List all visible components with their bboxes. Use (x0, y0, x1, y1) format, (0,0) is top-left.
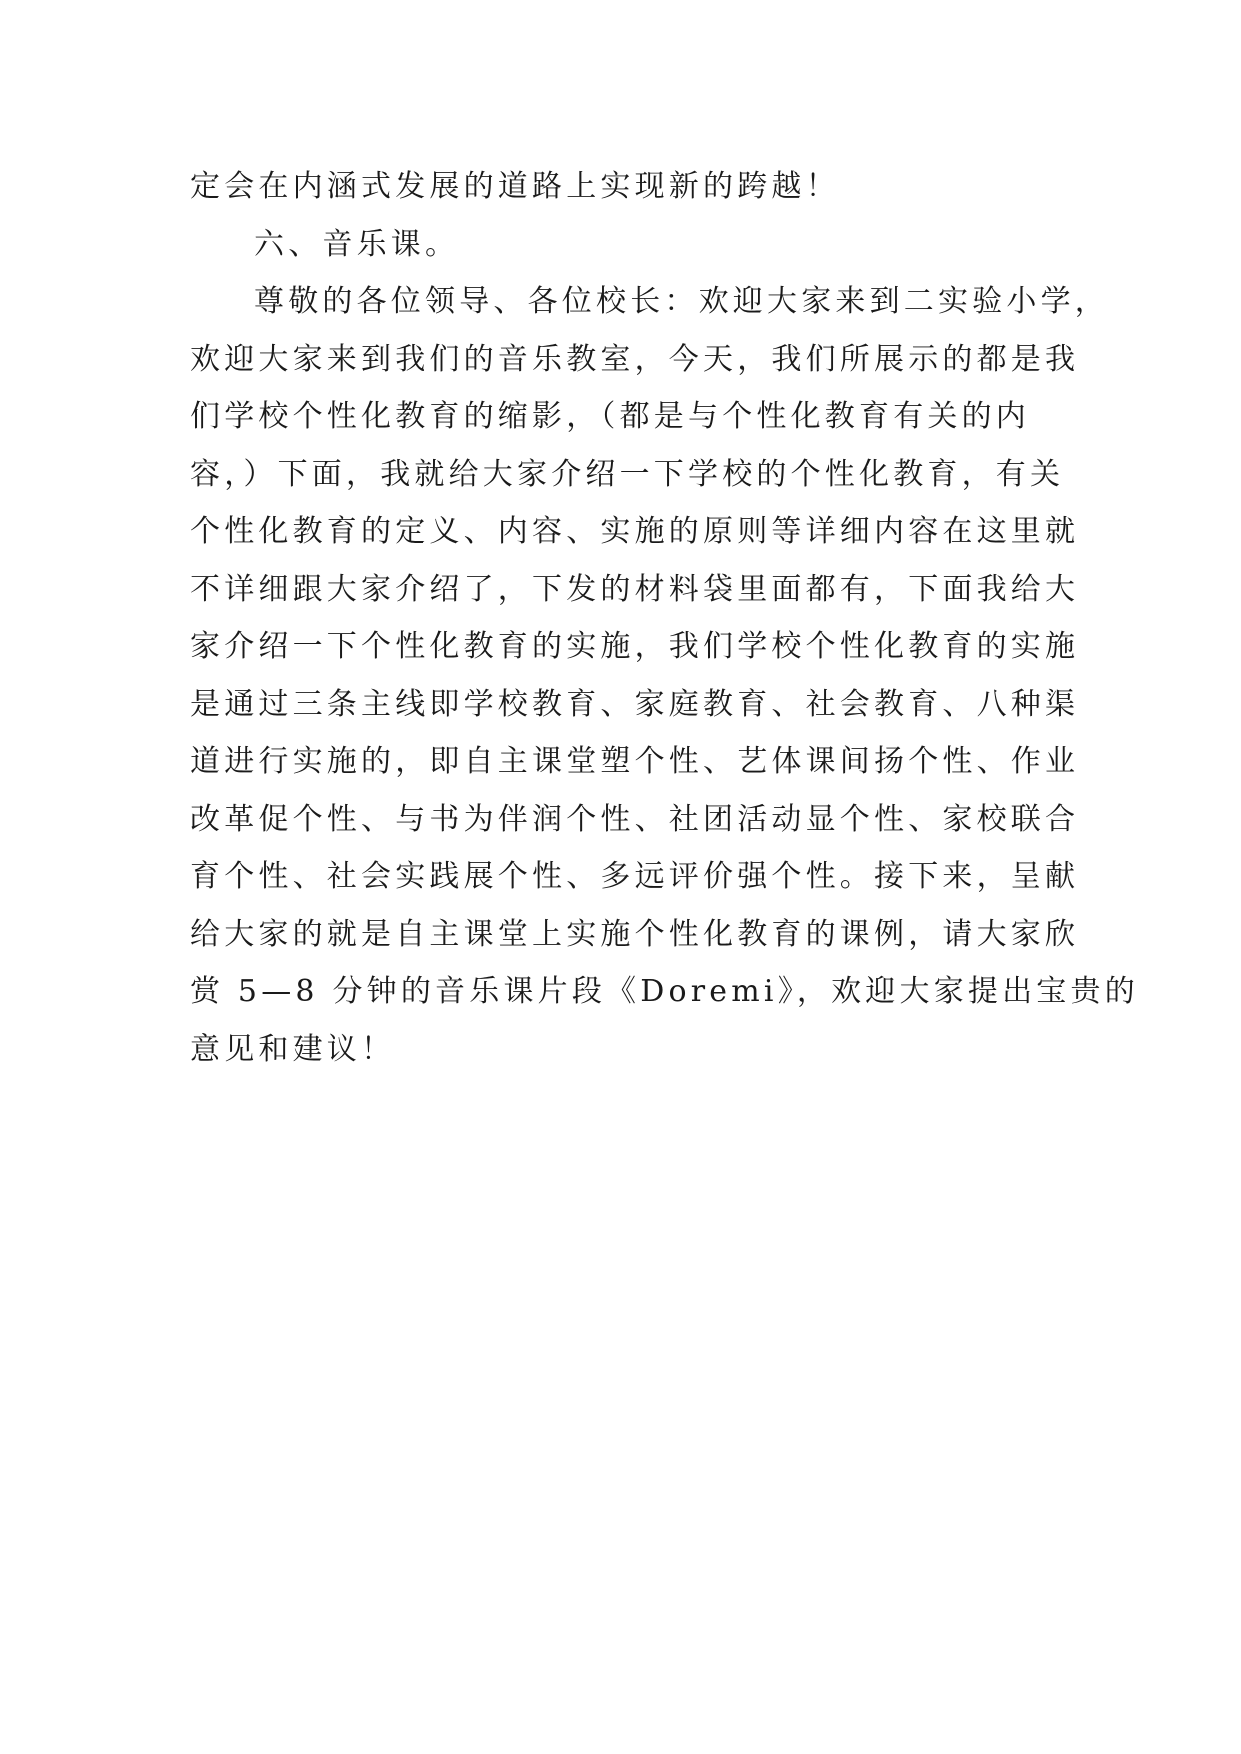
paragraph-line: 尊敬的各位领导、各位校长：欢迎大家来到二实验小学， (254, 284, 1109, 319)
paragraph-line: 赏 5—8 分钟的音乐课片段《Doremi》，欢迎大家提出宝贵的 (190, 974, 1139, 1009)
paragraph-line: 道进行实施的，即自主课堂塑个性、艺体课间扬个性、作业 (190, 744, 1080, 779)
paragraph-line: 改革促个性、与书为伴润个性、社团活动显个性、家校联合 (190, 801, 1080, 837)
paragraph-line: 意见和建议！ (190, 1031, 396, 1067)
paragraph-line: 容，）下面，我就给大家介绍一下学校的个性化教育，有关 (190, 456, 1065, 492)
paragraph-line: 给大家的就是自主课堂上实施个性化教育的课例，请大家欣 (190, 916, 1080, 952)
paragraph-line: 不详细跟大家介绍了，下发的材料袋里面都有，下面我给大 (190, 571, 1080, 607)
document-body (190, 158, 1139, 1078)
paragraph-line: 是通过三条主线即学校教育、家庭教育、社会教育、八种渠 (190, 686, 1080, 722)
paragraph-line: 家介绍一下个性化教育的实施，我们学校个性化教育的实施 (190, 629, 1080, 664)
paragraph-line: 育个性、社会实践展个性、多远评价强个性。接下来，呈献 (190, 859, 1080, 894)
continuation-line: 定会在内涵式发展的道路上实现新的跨越！ (190, 169, 840, 204)
paragraph-line: 们学校个性化教育的缩影，（都是与个性化教育有关的内 (190, 399, 1030, 434)
paragraph-line: 个性化教育的定义、内容、实施的原则等详细内容在这里就 (190, 514, 1080, 549)
paragraph-line: 欢迎大家来到我们的音乐教室，今天，我们所展示的都是我 (190, 341, 1080, 377)
section-heading: 六、音乐课。 (254, 226, 460, 262)
